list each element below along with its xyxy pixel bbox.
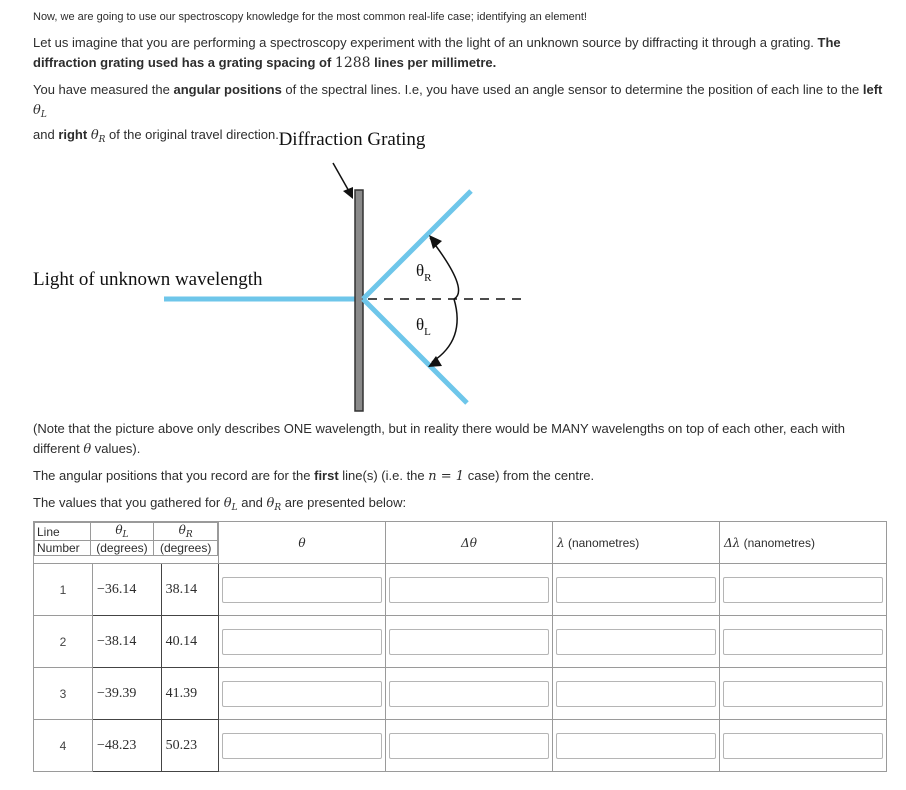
angle-paragraph-bold-1: angular positions xyxy=(173,82,282,97)
data-table xyxy=(33,521,887,772)
theta-r-value: 40.14 xyxy=(161,616,218,668)
angle-paragraph-text-4: of the original travel direction. xyxy=(105,127,279,142)
table-header-row xyxy=(34,522,887,564)
header-number: Number xyxy=(35,541,91,556)
intro-text: Now, we are going to use our spectroscopy knowledge for the most common real-life case; identifying an element! xyxy=(33,11,587,23)
header-delta-theta: Δθ xyxy=(386,522,553,564)
lambda-input[interactable] xyxy=(556,577,716,603)
grating-spacing-value: 1288 xyxy=(334,55,371,71)
angle-paragraph-bold-3: right xyxy=(58,127,88,142)
header-line: Line xyxy=(35,523,91,541)
values-theta-r: $\theta_R$ xyxy=(266,496,282,513)
theta-r-label: $\theta_R$ xyxy=(416,261,432,284)
table-row xyxy=(34,616,887,668)
theta-l-value: −36.14 xyxy=(93,564,162,616)
first-line-paragraph xyxy=(33,466,883,487)
grating-spacing-suffix: lines per millimetre. xyxy=(370,55,497,70)
angle-paragraph-text-3: and xyxy=(33,127,59,142)
row-number: 2 xyxy=(34,616,93,668)
delta-theta-input[interactable] xyxy=(389,733,549,759)
first-line-text-3: case) from the centre. xyxy=(464,468,595,483)
note-text-2: values). xyxy=(91,441,141,456)
diffracted-beam-right xyxy=(363,191,471,299)
delta-lambda-input[interactable] xyxy=(723,577,883,603)
first-line-text-2: line(s) (i.e. the xyxy=(338,468,429,483)
theta-r-value: 50.23 xyxy=(161,720,218,772)
theta-r-symbol: $\theta_R$ xyxy=(90,128,106,145)
measured-header xyxy=(34,522,219,564)
delta-theta-input[interactable] xyxy=(389,577,549,603)
header-delta-lambda: Δλ (nanometres) xyxy=(720,522,887,564)
note-paragraph xyxy=(33,419,893,460)
values-text-1: The values that you gathered for xyxy=(33,495,224,510)
header-theta-l: $\theta_L$ xyxy=(90,523,154,541)
angle-paragraph-bold-2: left xyxy=(862,82,883,97)
theta-l-arrowhead xyxy=(428,356,442,367)
delta-theta-input[interactable] xyxy=(389,629,549,655)
theta-l-symbol: $\theta_L$ xyxy=(33,103,47,120)
header-theta-r: $\theta_R$ xyxy=(154,523,218,541)
theta-input[interactable] xyxy=(222,629,382,655)
grating-spacing-prefix: The diffraction grating used has a grating spacing of xyxy=(33,35,841,70)
grating-paragraph-text: Let us imagine that you are performing a spectroscopy experiment with the light of an unknown source by diffracting it through a grating. xyxy=(33,35,818,50)
table-row xyxy=(34,720,887,772)
values-text-2: are presented below: xyxy=(281,495,407,510)
theta-r-arrowhead xyxy=(429,235,442,249)
note-theta: θ xyxy=(83,442,92,457)
n-equals-1: n = 1 xyxy=(428,469,465,484)
theta-l-arc xyxy=(432,299,457,362)
values-theta-l: $\theta_L$ xyxy=(223,496,238,513)
lambda-input[interactable] xyxy=(556,629,716,655)
lambda-input[interactable] xyxy=(556,681,716,707)
light-label: Light of unknown wavelength xyxy=(33,269,263,290)
theta-l-label: $\theta_L$ xyxy=(416,315,431,338)
theta-r-value: 38.14 xyxy=(161,564,218,616)
header-theta: θ xyxy=(219,522,386,564)
first-line-bold: first xyxy=(314,468,339,483)
values-paragraph xyxy=(33,493,883,518)
theta-input[interactable] xyxy=(222,681,382,707)
theta-l-value: −38.14 xyxy=(93,616,162,668)
note-text-1: (Note that the picture above only describes ONE wavelength, but in reality there would be MANY wavelengths on top of each other, each with different xyxy=(33,421,846,456)
first-line-text-1: The angular positions that you record are for the xyxy=(33,468,315,483)
row-number: 3 xyxy=(34,668,93,720)
pointer-arrow xyxy=(333,163,353,199)
header-theta-r-unit: (degrees) xyxy=(154,541,218,556)
values-text-mid: and xyxy=(237,495,267,510)
grating-paragraph xyxy=(33,33,883,73)
header-lambda: λ (nanometres) xyxy=(553,522,720,564)
theta-input[interactable] xyxy=(222,577,382,603)
theta-l-value: −39.39 xyxy=(93,668,162,720)
delta-lambda-input[interactable] xyxy=(723,733,883,759)
row-number: 4 xyxy=(34,720,93,772)
diagram-title: Diffraction Grating xyxy=(278,129,426,150)
theta-r-value: 41.39 xyxy=(161,668,218,720)
angle-paragraph-text-1: You have measured the xyxy=(33,82,174,97)
theta-l-value: −48.23 xyxy=(93,720,162,772)
angle-paragraph-text-2: of the spectral lines. I.e, you have used an angle sensor to determine the position of each line to the xyxy=(281,82,863,97)
diffracted-beam-left xyxy=(363,299,467,403)
theta-input[interactable] xyxy=(222,733,382,759)
lambda-input[interactable] xyxy=(556,733,716,759)
table-row xyxy=(34,564,887,616)
delta-lambda-input[interactable] xyxy=(723,681,883,707)
diffraction-diagram xyxy=(0,120,906,420)
delta-theta-input[interactable] xyxy=(389,681,549,707)
row-number: 1 xyxy=(34,564,93,616)
delta-lambda-input[interactable] xyxy=(723,629,883,655)
table-row xyxy=(34,668,887,720)
header-theta-l-unit: (degrees) xyxy=(90,541,154,556)
